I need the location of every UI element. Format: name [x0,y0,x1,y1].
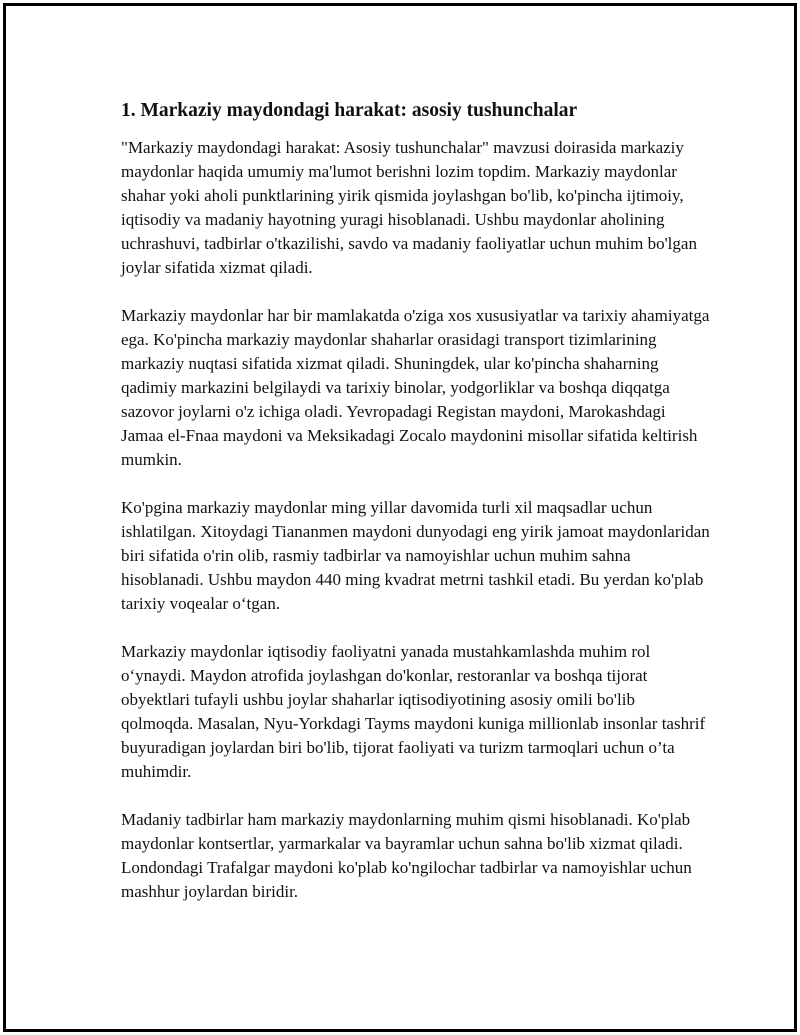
document-body [121,98,711,928]
paragraph-2: Markaziy maydonlar har bir mamlakatda o'ziga xos xususiyatlar va tarixiy ahamiyatga ega. Ko'pincha markaziy maydonlar shaharlar orasidagi transport tizimlarining markaziy nuqtasi sifatida xizmat qiladi. Shuningdek, ular ko'pincha shaharning qadimiy markazini belgilaydi va tarixiy binolar, yodgorliklar va boshqa diqqatga sazovor joylarni o'z ichiga oladi. Yevropadagi Registan maydoni, Marokashdagi Jamaa el-Fnaa maydoni va Meksikadagi Zocalo maydonini misollar sifatida keltirish mumkin. [121,306,710,469]
document-page [3,3,797,1032]
section-heading: 1. Markaziy maydondagi harakat: asosiy tushunchalar [121,100,578,121]
paragraph-3: Ko'pgina markaziy maydonlar ming yillar davomida turli xil maqsadlar uchun ishlatilgan. Xitoydagi Tiananmen maydoni dunyodagi eng yirik jamoat maydonlaridan biri sifatida o'rin olib, rasmiy tadbirlar va namoyishlar uchun muhim sahna hisoblanadi. Ushbu maydon 440 ming kvadrat metrni tashkil etadi. Bu yerdan ko'plab tarixiy voqealar o‘tgan. [121,498,710,613]
paragraph-5: Madaniy tadbirlar ham markaziy maydonlarning muhim qismi hisoblanadi. Ko'plab maydonlar kontsertlar, yarmarkalar va bayramlar uchun sahna bo'lib xizmat qiladi. Londondagi Trafalgar maydoni ko'plab ko'ngilochar tadbirlar va namoyishlar uchun mashhur joylardan biridir. [121,810,692,901]
paragraph-4: Markaziy maydonlar iqtisodiy faoliyatni yanada mustahkamlashda muhim rol o‘ynaydi. Maydon atrofida joylashgan do'konlar, restoranlar va boshqa tijorat obyektlari tufayli ushbu joylar shaharlar iqtisodiyotining asosiy omili bo'lib qolmoqda. Masalan, Nyu-Yorkdagi Tayms maydoni kuniga millionlab insonlar tashrif buyuradigan joylardan biri bo'lib, tijorat faoliyati va turizm tarmoqlari uchun o’ta muhimdir. [121,642,706,781]
paragraph-1: "Markaziy maydondagi harakat: Asosiy tushunchalar" mavzusi doirasida markaziy maydonlar haqida umumiy ma'lumot berishni lozim topdim. Markaziy maydonlar shahar yoki aholi punktlarining yirik qismida joylashgan bo'lib, ko'pincha ijtimoiy, iqtisodiy va madaniy hayotning yuragi hisoblanadi. Ushbu maydonlar aholining uchrashuvi, tadbirlar o'tkazilishi, savdo va madaniy faoliyatlar uchun muhim bo'lgan joylar sifatida xizmat qiladi. [121,138,697,277]
